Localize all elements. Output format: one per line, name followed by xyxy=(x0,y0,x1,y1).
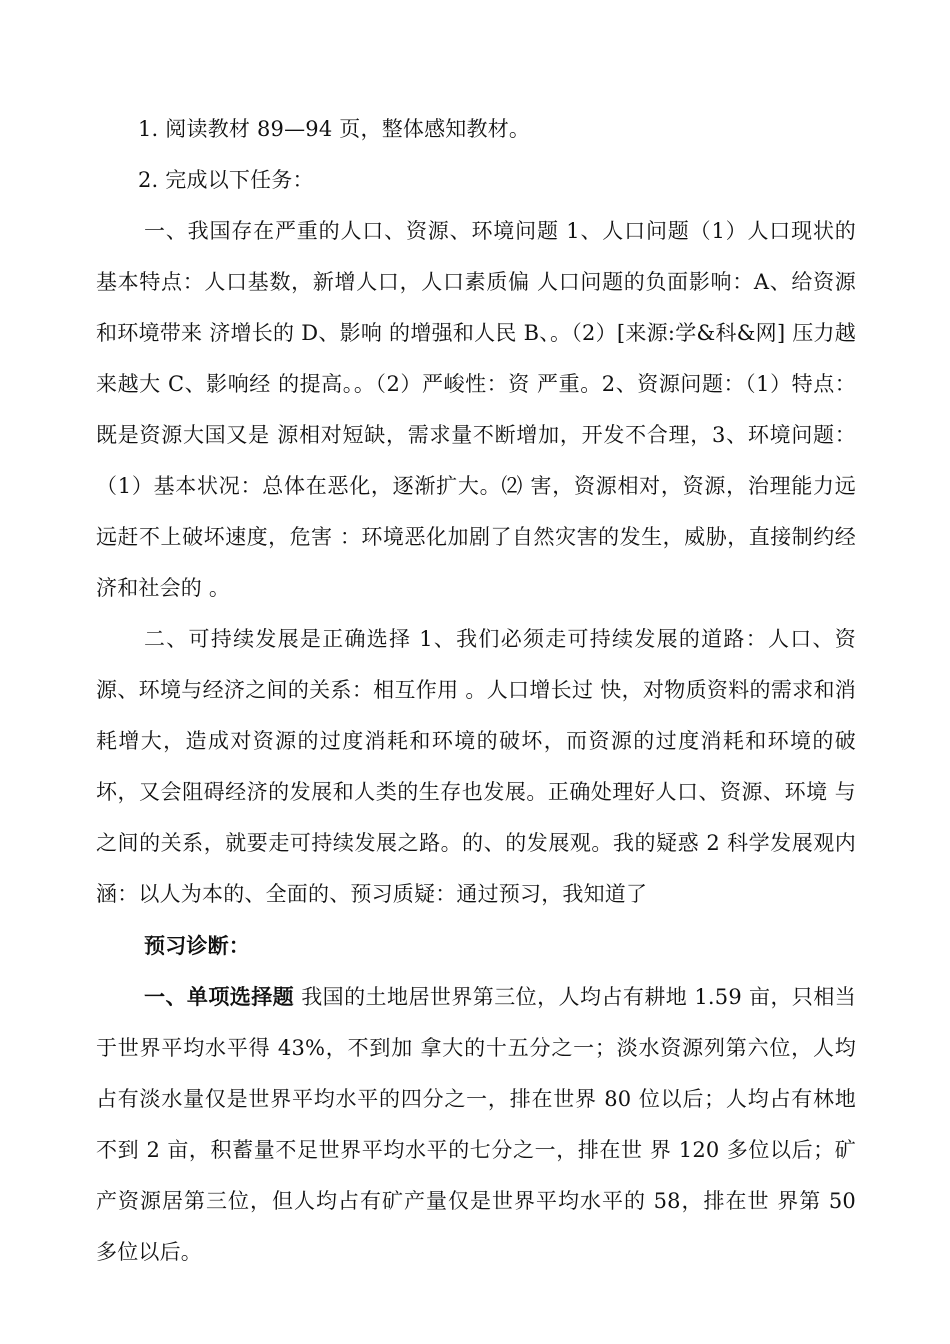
preview-diagnosis-heading: 预习诊断： xyxy=(144,933,250,958)
single-choice-question xyxy=(96,971,856,1278)
section-one-paragraph: 一、我国存在严重的人口、资源、环境问题 1、人口问题（1）人口现状的基本特点：人口基数，新增人口，人口素质偏 人口问题的负面影响：A、给资源和环境带来 济增长的 D、影响 的增强和人民 B、。（2）[来源:学&科&网] 压力越来越大 C、影响经 的提高。。（2）严峻性：资 严重。2、资源问题：（1）特点：既是资源大国又是 源相对短缺，需求量不断增加，开发不合理，3、环境问题：（1）基本状况：总体在恶化，逐渐扩大。⑵ 害，资源相对，资源，治理能力远远赶不上破坏速度，危害 ：环境恶化加剧了自然灾害的发生，威胁，直接制约经济和社会的 。 xyxy=(96,219,856,600)
instruction-item-1: 1. 阅读教材 89—94 页，整体感知教材。 xyxy=(138,117,531,141)
document-body xyxy=(96,104,856,1278)
instruction-item-2: 2. 完成以下任务： xyxy=(138,168,314,192)
question-type-label: 一、单项选择题 xyxy=(144,984,295,1009)
section-two-paragraph: 二、可持续发展是正确选择 1、我们必须走可持续发展的道路：人口、资源、环境与经济之间的关系：相互作用 。人口增长过 快，对物质资料的需求和消耗增大，造成对资源的过度消耗和环境的破坏，而资源的过度消耗和环境的破坏，又会阻碍经济的发展和人类的生存也发展。正确处理好人口、资源、环境 与 之间的关系，就要走可持续发展之路。的、的发展观。我的疑惑 2 科学发展观内涵：以人为本的、全面的、预习质疑：通过预习，我知道了 xyxy=(96,627,856,906)
question-body: 我国的土地居世界第三位，人均占有耕地 1.59 亩，只相当于世界平均水平得 43%，不到加 拿大的十五分之一；淡水资源列第六位，人均占有淡水量仅是世界平均水平的四分之一，排在世界 80 位以后；人均占有林地不到 2 亩，积蓄量不足世界平均水平的七分之一，排在世 界 120 多位以后；矿产资源居第三位，但人均占有矿产量仅是世界平均水平的 58，排在世 界第 50 多位以后。 xyxy=(96,985,856,1264)
